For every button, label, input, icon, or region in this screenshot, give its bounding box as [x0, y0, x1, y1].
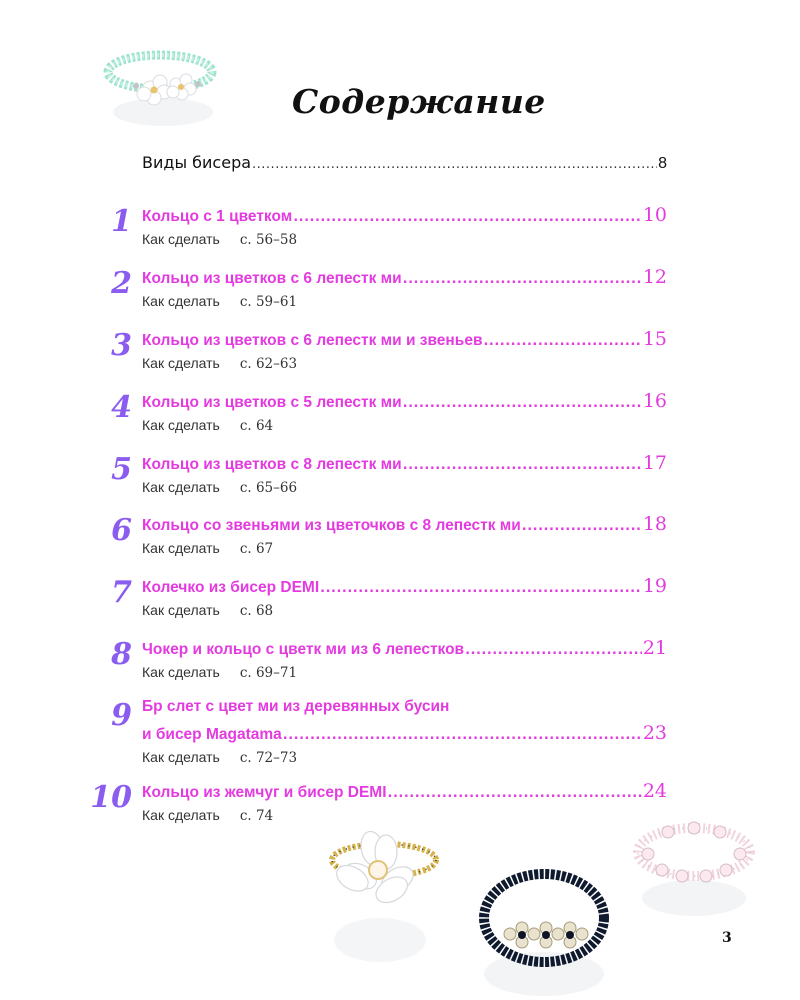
entry-page: 24 — [642, 780, 667, 802]
dot-leader — [252, 157, 657, 172]
dot-leader — [283, 728, 642, 743]
entry-page: 16 — [642, 390, 667, 412]
entry-title-line2: и бисер Magatama — [142, 726, 282, 743]
entry-title: Кольцо из цветков с 6 лепестк ми — [142, 270, 402, 287]
toc-entry[interactable] — [142, 722, 667, 744]
toc-entry[interactable] — [142, 575, 667, 597]
pink-flower-ring-image — [628, 812, 758, 922]
toc-entry[interactable] — [142, 513, 667, 535]
how-to-label: Как сделать — [142, 479, 220, 495]
toc-entry[interactable] — [142, 328, 667, 350]
entry-page: 12 — [642, 266, 667, 288]
entry-page: 15 — [642, 328, 667, 350]
entry-number: 6 — [111, 513, 132, 548]
page-number: 3 — [722, 930, 732, 946]
how-to-line — [142, 479, 297, 496]
how-to-line — [142, 602, 273, 619]
how-to-label: Как сделать — [142, 293, 220, 309]
dot-leader — [403, 272, 642, 287]
toc-intro-line[interactable] — [142, 153, 667, 173]
dot-leader — [522, 519, 642, 534]
how-to-label: Как сделать — [142, 355, 220, 371]
how-to-pages: с. 56–58 — [239, 232, 298, 248]
how-to-line — [142, 807, 273, 824]
toc-entry[interactable] — [142, 780, 667, 802]
entry-title: Колечко из бисер DEMI — [142, 579, 320, 596]
toc-entry[interactable] — [142, 452, 667, 474]
entry-title: Кольцо из цветков с 5 лепестк ми — [142, 394, 402, 411]
entry-title: Кольцо из жемчуг и бисер DEMI — [142, 784, 387, 801]
entry-page: 23 — [642, 722, 667, 744]
toc-entry[interactable] — [142, 390, 667, 412]
entry-number: 8 — [111, 637, 132, 672]
how-to-line — [142, 293, 297, 310]
entry-page: 17 — [642, 452, 667, 474]
how-to-line — [142, 540, 273, 557]
how-to-pages: с. 72–73 — [239, 750, 298, 766]
how-to-line — [142, 664, 297, 681]
entry-number: 9 — [111, 698, 132, 733]
dot-leader — [403, 396, 642, 411]
black-bead-ring-image — [470, 862, 620, 1000]
how-to-pages: с. 68 — [239, 603, 274, 619]
white-flower-ring-image — [318, 820, 448, 970]
entry-number: 3 — [111, 328, 132, 363]
toc-entry[interactable] — [142, 637, 667, 659]
entry-number: 7 — [111, 575, 132, 610]
how-to-pages: с. 67 — [239, 541, 274, 557]
entry-title-line1[interactable]: Бр слет с цвет ми из деревянных бусин — [142, 698, 450, 715]
how-to-pages: с. 62–63 — [239, 356, 298, 372]
how-to-label: Как сделать — [142, 807, 220, 823]
how-to-label: Как сделать — [142, 664, 220, 680]
how-to-line — [142, 417, 273, 434]
how-to-pages: с. 59–61 — [239, 294, 298, 310]
how-to-line — [142, 231, 297, 248]
entry-number: 5 — [111, 452, 132, 487]
how-to-label: Как сделать — [142, 417, 220, 433]
how-to-pages: с. 69–71 — [239, 665, 298, 681]
toc-entry[interactable] — [142, 266, 667, 288]
how-to-pages: с. 74 — [239, 808, 274, 824]
entry-page: 10 — [642, 204, 667, 226]
how-to-pages: с. 65–66 — [239, 480, 298, 496]
how-to-line — [142, 355, 297, 372]
how-to-pages: с. 64 — [239, 418, 274, 434]
how-to-label: Как сделать — [142, 231, 220, 247]
toc-intro-title: Виды бисера — [142, 153, 252, 172]
entry-title: Кольцо со звеньями из цветочков с 8 лепестк ми — [142, 517, 521, 534]
toc-intro-page: 8 — [658, 155, 667, 172]
how-to-line — [142, 749, 297, 766]
entry-title: Чокер и кольцо с цветк ми из 6 лепестков — [142, 641, 465, 658]
dot-leader — [388, 786, 642, 801]
page-title: Содержание — [292, 82, 546, 121]
dot-leader — [320, 581, 642, 596]
entry-page: 18 — [642, 513, 667, 535]
entry-number: 4 — [111, 390, 132, 425]
entry-title: Кольцо из цветков с 6 лепестк ми и звеньев — [142, 332, 483, 349]
entry-title: Кольцо с 1 цветком — [142, 208, 293, 225]
dot-leader — [293, 210, 642, 225]
entry-number: 2 — [111, 266, 132, 301]
entry-number: 1 — [111, 204, 132, 239]
entry-title: Кольцо из цветков с 8 лепестк ми — [142, 456, 402, 473]
dot-leader — [465, 643, 642, 658]
how-to-label: Как сделать — [142, 540, 220, 556]
dot-leader — [483, 334, 641, 349]
entry-page: 21 — [642, 637, 667, 659]
toc-entry[interactable] — [142, 204, 667, 226]
dot-leader — [403, 458, 642, 473]
how-to-label: Как сделать — [142, 602, 220, 618]
entry-number: 10 — [90, 780, 132, 815]
entry-page: 19 — [642, 575, 667, 597]
how-to-label: Как сделать — [142, 749, 220, 765]
